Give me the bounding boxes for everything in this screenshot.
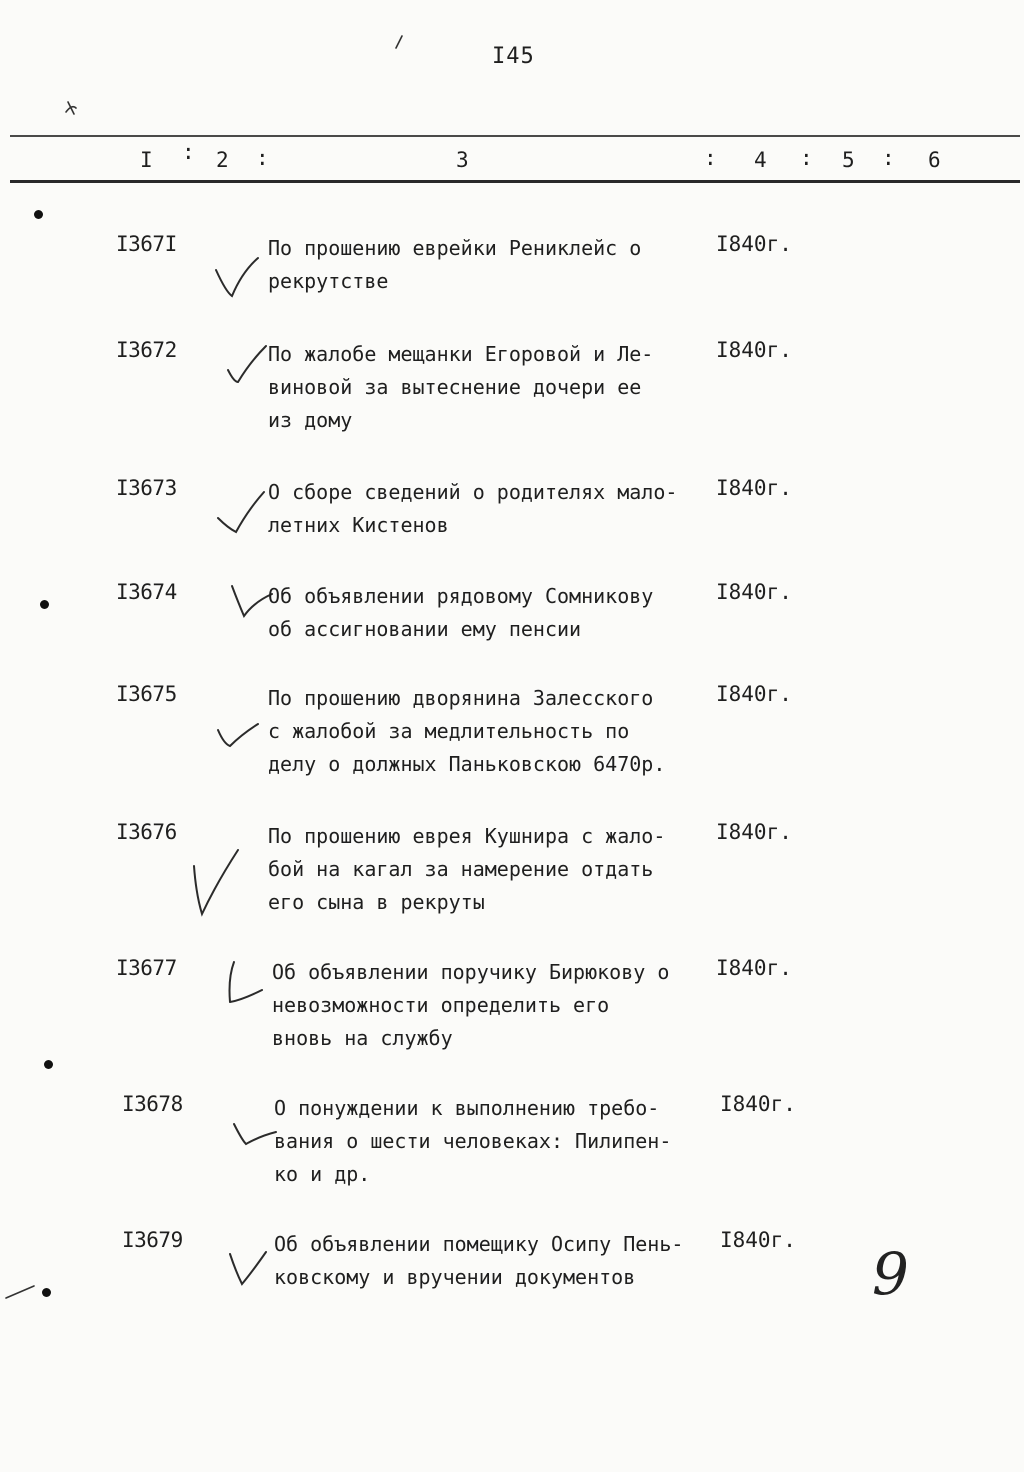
column-separator: : — [704, 146, 717, 170]
ink-mark-icon — [392, 34, 406, 52]
entry-title: По прошению еврейки Рениклейс о рекрутстве — [268, 236, 642, 293]
entry-year: I840г. — [716, 476, 792, 500]
column-header-4: 4 — [754, 148, 767, 172]
binding-hole-dot — [40, 600, 49, 609]
entry-number: I3674 — [116, 580, 177, 604]
entry-number: I367I — [116, 232, 177, 256]
entry-number: I3678 — [122, 1092, 183, 1116]
check-mark-icon — [230, 1106, 280, 1150]
binding-hole-dot — [42, 1288, 51, 1297]
entry-year: I840г. — [716, 682, 792, 706]
entry-title: Об объявлении помещику Осипу Пень- ковскому и вручении документов — [274, 1232, 684, 1289]
entry-year: I840г. — [716, 820, 792, 844]
column-header-1: I — [140, 148, 153, 172]
entry-title: По прошению еврея Кушнира с жало- бой на кагал за намерение отдать его сына в рекруты — [268, 824, 666, 914]
check-mark-icon — [212, 252, 262, 302]
column-header-2: 2 — [216, 148, 229, 172]
entry-year: I840г. — [716, 232, 792, 256]
page-number: I45 — [492, 44, 535, 69]
column-separator: : — [800, 146, 813, 170]
column-separator: : — [182, 140, 195, 164]
entry-number: I3672 — [116, 338, 177, 362]
entry-year: I840г. — [716, 956, 792, 980]
check-mark-icon — [214, 488, 268, 536]
column-separator: : — [256, 146, 269, 170]
entry-title: О сборе сведений о родителях мало- летних Кистенов — [268, 480, 678, 537]
entry-title: По жалобе мещанки Егоровой и Ле- виновой за вытеснение дочери ее из дому — [268, 342, 654, 432]
entry-year: I840г. — [720, 1092, 796, 1116]
header-bottom-rule — [10, 180, 1020, 183]
column-separator: : — [882, 146, 895, 170]
handwritten-sheet-number: 9 — [872, 1240, 909, 1308]
ink-mark-icon — [4, 1282, 38, 1302]
column-header-6: 6 — [928, 148, 941, 172]
check-mark-icon — [222, 958, 270, 1010]
binding-hole-dot — [44, 1060, 53, 1069]
entry-year: I840г. — [716, 338, 792, 362]
entry-number: I3679 — [122, 1228, 183, 1252]
entry-title: О понуждении к выполнению требо- вания о шести человеках: Пилипен- ко и др. — [274, 1096, 672, 1186]
entry-year: I840г. — [720, 1228, 796, 1252]
entry-number: I3677 — [116, 956, 177, 980]
column-header-3: 3 — [456, 148, 469, 172]
check-mark-icon — [214, 718, 262, 752]
entry-number: I3673 — [116, 476, 177, 500]
column-header-5: 5 — [842, 148, 855, 172]
entry-title: Об объявлении поручику Бирюкову о невозможности определить его вновь на службу — [272, 960, 670, 1050]
entry-number: I3675 — [116, 682, 177, 706]
entry-number: I3676 — [116, 820, 177, 844]
entry-year: I840г. — [716, 580, 792, 604]
check-mark-icon — [224, 342, 270, 386]
entry-title: По прошению дворянина Залесского с жалобой за медлительность по делу о должных Паньковскою 6470р. — [268, 686, 666, 776]
ink-mark-icon — [62, 98, 82, 120]
binding-hole-dot — [34, 210, 43, 219]
check-mark-icon — [226, 1246, 272, 1290]
entry-title: Об объявлении рядовому Сомникову об ассигновании ему пенсии — [268, 584, 654, 641]
check-mark-icon — [188, 844, 244, 920]
header-top-rule — [10, 135, 1020, 137]
